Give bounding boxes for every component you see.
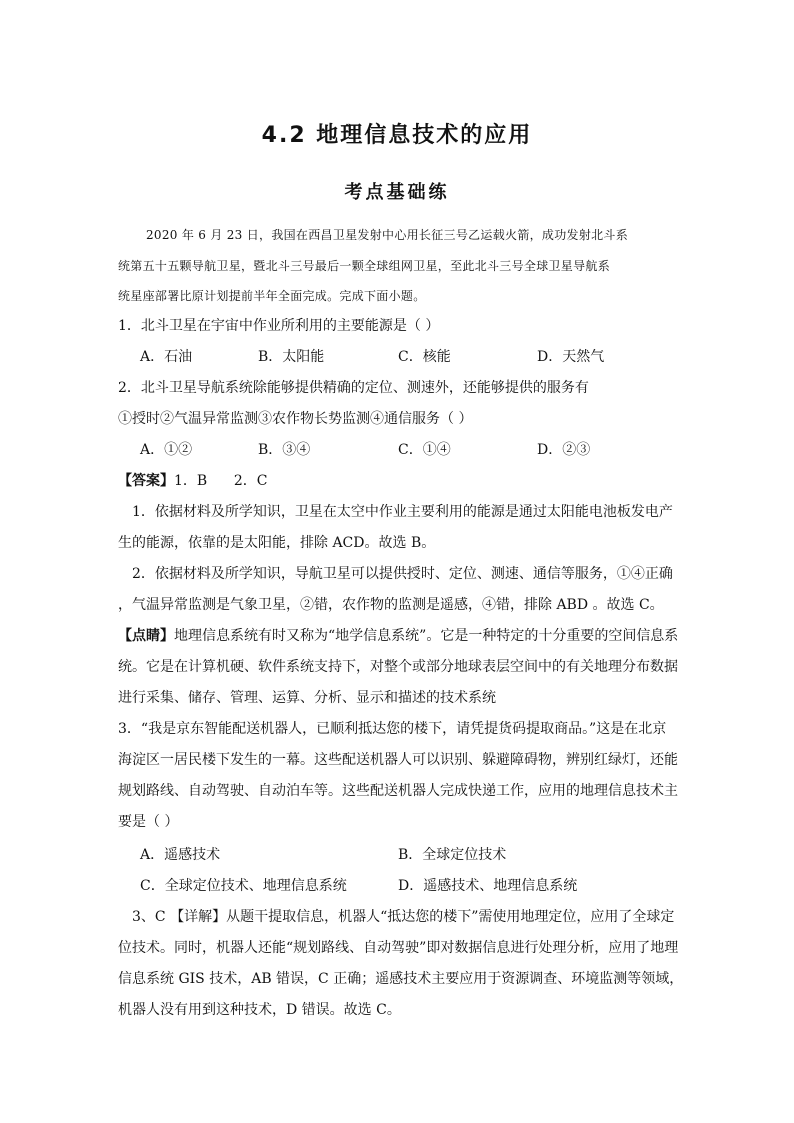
question-3-line: 3．“我是京东智能配送机器人，已顺利抵达您的楼下，请凭提货码提取商品。”这是在北京 (118, 721, 667, 737)
material-line: 统第五十五颗导航卫星，暨北斗三号最后一颗全球组网卫星，至此北斗三号全球卫星导航系 (118, 259, 611, 273)
q1-option-d: D．天然气 (537, 349, 605, 365)
explanation-2-line: 2．依据材料及所学知识，导航卫星可以提供授时、定位、测速、通信等服务，①④正确 (132, 566, 673, 582)
q3-option-b: B．全球定位技术 (398, 847, 507, 863)
q3-answer-line: 位技术。同时，机器人还能“规划路线、自动驾驶”即对数据信息进行处理分析，应用了地理 (118, 940, 679, 956)
note-line (118, 627, 698, 645)
q2-option-d: D．②③ (537, 442, 591, 458)
note-line: 统。它是在计算机硬、软件系统支持下，对整个或部分地球表层空间中的有关地理分布数据 (118, 659, 678, 675)
answer-line (118, 472, 698, 490)
material-line: 统星座部署比原计划提前半年全面完成。完成下面小题。 (118, 289, 426, 303)
answer-label: 【答案】 (118, 473, 174, 489)
q2-option-a: A．①② (140, 442, 193, 458)
note-line: 进行采集、储存、管理、运算、分析、显示和描述的技术系统 (118, 690, 496, 706)
explanation-1-line: 1．依据材料及所学知识，卫星在太空中作业主要利用的能源是通过太阳能电池板发电产 (132, 504, 673, 520)
q1-option-c: C．核能 (398, 349, 451, 365)
answer-text: 1．B 2．C (174, 473, 268, 489)
q3-option-c: C．全球定位技术、地理信息系统 (140, 878, 347, 894)
explanation-1-line: 生的能源，依靠的是太阳能，排除 ACD。故选 B。 (118, 535, 436, 551)
question-2-stem-cont: ①授时②气温异常监测③农作物长势监测④通信服务（ ） (118, 411, 473, 427)
question-3-line: 海淀区一居民楼下发生的一幕。这些配送机器人可以识别、躲避障碍物，辨别红绿灯，还能 (118, 752, 678, 768)
q3-answer-line: 3、C 【详解】从题干提取信息，机器人“抵达您的楼下”需使用地理定位，应用了全球定 (132, 909, 675, 925)
q3-answer-line: 信息系统 GIS 技术，AB 错误，C 正确；遥感技术主要应用于资源调查、环境监测等领域， (118, 971, 684, 987)
page-title: 4.2 地理信息技术的应用 (261, 123, 533, 148)
q2-option-c: C．①④ (398, 442, 451, 458)
q1-option-b: B．太阳能 (258, 349, 325, 365)
q3-answer-line: 机器人没有用到这种技术，D 错误。故选 C。 (118, 1002, 401, 1018)
question-2-stem: 2．北斗卫星导航系统除能够提供精确的定位、测速外，还能够提供的服务有 (118, 380, 589, 396)
section-subtitle: 考点基础练 (344, 182, 450, 203)
q3-option-a: A．遥感技术 (140, 847, 221, 863)
material-line: 2020 年 6 月 23 日，我国在西昌卫星发射中心用长征三号乙运载火箭，成功发射北斗系 (146, 228, 629, 242)
question-1-stem: 1．北斗卫星在宇宙中作业所利用的主要能源是（ ） (118, 318, 440, 334)
question-3-line: 要是（ ） (118, 814, 179, 830)
q1-option-a: A．石油 (140, 349, 193, 365)
note-text: 地理信息系统有时又称为“地学信息系统”。它是一种特定的十分重要的空间信息系 (174, 628, 679, 644)
q3-option-d: D．遥感技术、地理信息系统 (398, 878, 578, 894)
question-3-line: 规划路线、自动驾驶、自动泊车等。这些配送机器人完成快递工作，应用的地理信息技术主 (118, 783, 678, 799)
q2-option-b: B．③④ (258, 442, 311, 458)
explanation-2-line: ，气温异常监测是气象卫星，②错，农作物的监测是遥感，④错，排除 ABD 。故选 C。 (118, 597, 664, 613)
note-label: 【点睛】 (118, 628, 174, 644)
